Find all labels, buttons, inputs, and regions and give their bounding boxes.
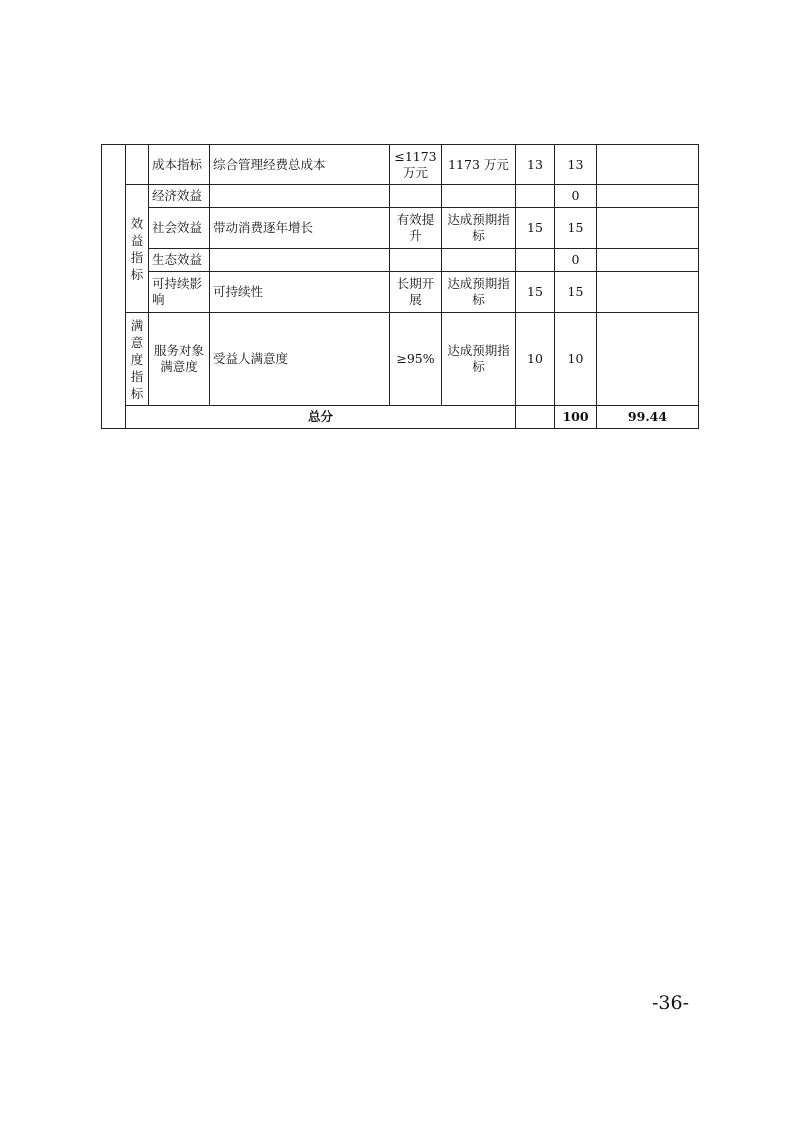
actual-value-cell: 达成预期指标: [442, 313, 516, 406]
note-cell: [597, 145, 699, 185]
label-char: 度: [130, 351, 144, 367]
weight-cell: [516, 249, 555, 272]
label-char: 意: [130, 334, 144, 350]
label-char: 益: [130, 232, 144, 248]
benefit-indicator-label: [126, 185, 149, 313]
actual-value-cell: [442, 185, 516, 208]
secondary-indicator-cell: 经济效益: [149, 185, 210, 208]
actual-value-cell: [442, 249, 516, 272]
performance-indicator-table: [101, 144, 699, 429]
secondary-indicator-cell: 可持续影响: [149, 272, 210, 313]
secondary-indicator-cell: 生态效益: [149, 249, 210, 272]
target-value-cell: [390, 185, 442, 208]
score-cell: 15: [555, 208, 597, 249]
label-char: 标: [130, 266, 144, 282]
weight-cell: [516, 185, 555, 208]
note-cell: [597, 208, 699, 249]
table-row: [102, 208, 699, 249]
table-row-satisfaction: [102, 313, 699, 406]
actual-value-cell: [516, 406, 555, 429]
label-char: 满: [130, 317, 144, 333]
table-row-total: [102, 406, 699, 429]
indicator-cell: 受益人满意度: [210, 313, 390, 406]
weight-cell: 15: [516, 208, 555, 249]
score-cell: 0: [555, 185, 597, 208]
indicator-cell: 带动消费逐年增长: [210, 208, 390, 249]
score-cell: 10: [555, 313, 597, 406]
score-cell: 99.44: [597, 406, 699, 429]
page-number: -36-: [651, 992, 689, 1014]
target-value-cell: ≤1173 万元: [390, 145, 442, 185]
note-cell: [597, 313, 699, 406]
weight-cell: 100: [555, 406, 597, 429]
target-value-cell: ≥95%: [390, 313, 442, 406]
satisfaction-indicator-label: [126, 313, 149, 406]
label-char: 指: [130, 249, 144, 265]
actual-value-cell: 达成预期指标: [442, 208, 516, 249]
score-cell: 15: [555, 272, 597, 313]
indicator-cell: 综合管理经费总成本: [210, 145, 390, 185]
weight-cell: 15: [516, 272, 555, 313]
label-char: 标: [130, 385, 144, 401]
total-label-cell: 总分: [126, 406, 516, 429]
table-row: [102, 272, 699, 313]
secondary-indicator-cell: 成本指标: [149, 145, 210, 185]
note-cell: [597, 249, 699, 272]
target-value-cell: [390, 249, 442, 272]
table-row-cost: [102, 145, 699, 185]
outer-category-cell: [102, 145, 126, 429]
score-cell: 13: [555, 145, 597, 185]
score-cell: 0: [555, 249, 597, 272]
table-row: [102, 249, 699, 272]
weight-cell: 10: [516, 313, 555, 406]
target-value-cell: 有效提升: [390, 208, 442, 249]
label-char: 效: [130, 215, 144, 231]
category-cell-cost: [126, 145, 149, 185]
weight-cell: 13: [516, 145, 555, 185]
secondary-indicator-cell: 社会效益: [149, 208, 210, 249]
note-cell: [597, 272, 699, 313]
indicator-cell: 可持续性: [210, 272, 390, 313]
table-row: [102, 185, 699, 208]
actual-value-cell: 达成预期指标: [442, 272, 516, 313]
label-char: 指: [130, 368, 144, 384]
indicator-cell: [210, 249, 390, 272]
actual-value-cell: 1173 万元: [442, 145, 516, 185]
note-cell: [597, 185, 699, 208]
secondary-indicator-cell: 服务对象满意度: [149, 313, 210, 406]
target-value-cell: 长期开展: [390, 272, 442, 313]
indicator-cell: [210, 185, 390, 208]
